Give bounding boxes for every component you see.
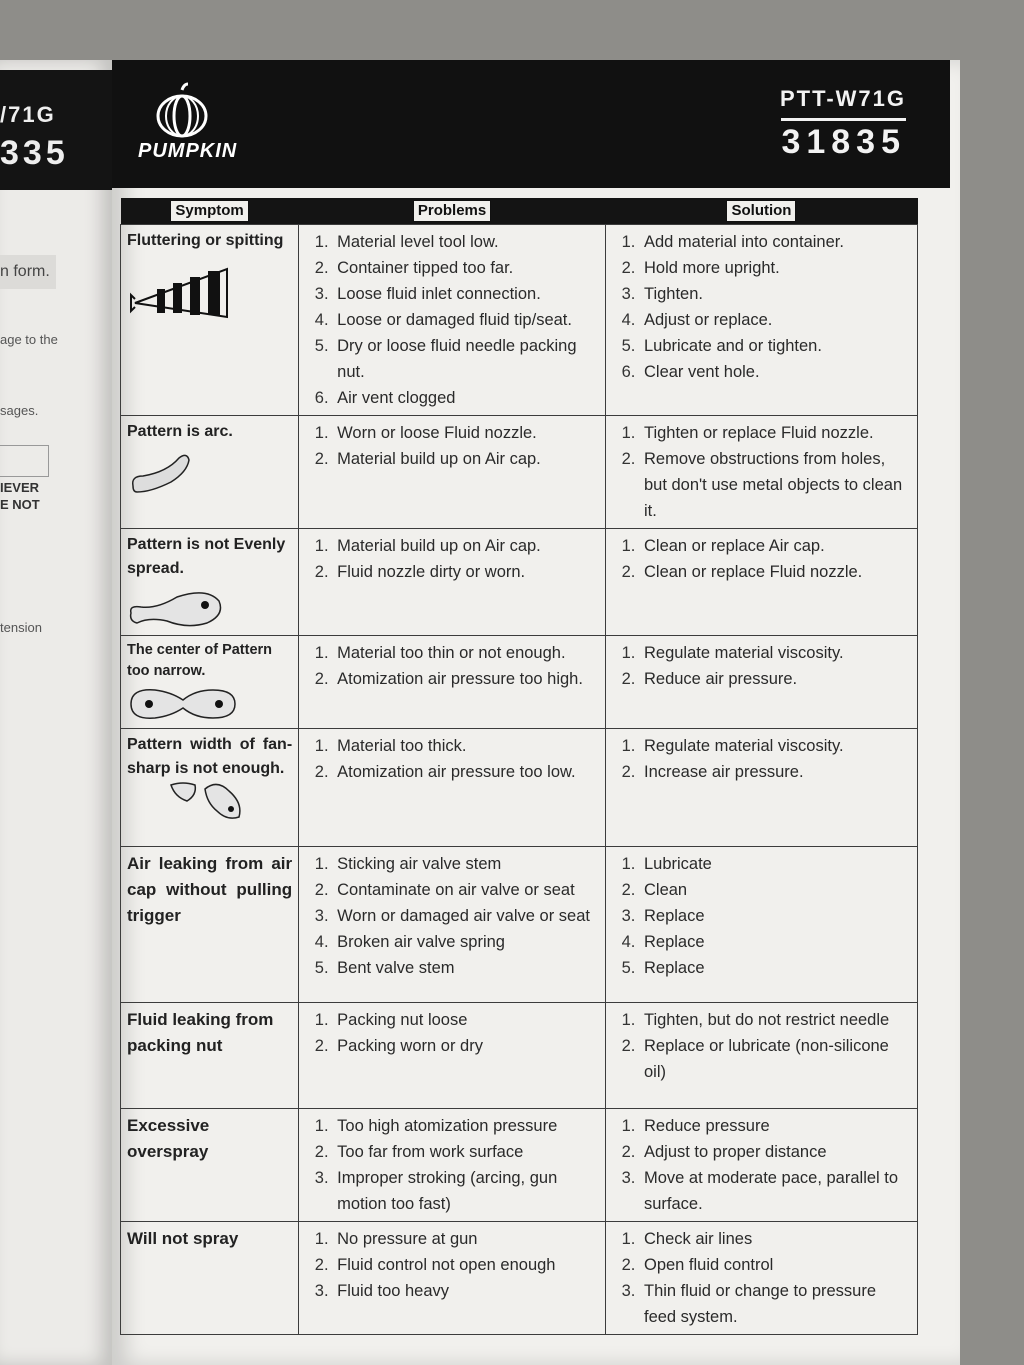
problem-item: 2. Contaminate on air valve or seat [333,877,599,903]
problems-cell [299,847,606,1003]
problem-item: 1. Material level tool low. [333,229,599,255]
problems-cell [299,416,606,529]
left-text-not: E NOT [0,497,40,512]
symptom-text: Will not spray [127,1229,239,1248]
solution-item: 2. Clean [640,877,911,903]
symptom-text: Pattern is arc. [127,423,233,440]
table-row [121,1109,918,1222]
arc-pattern-icon [127,450,197,494]
narrow-center-pattern-icon [127,684,239,724]
symptom-text: The center of Pattern too narrow. [127,642,273,679]
left-page [0,60,112,1365]
problems-header [299,198,606,225]
left-text-sages: sages. [0,403,39,418]
solutions-cell [605,416,917,529]
solutions-cell [605,847,917,1003]
symptom-text: Pattern is not Evenly spread. [127,536,286,577]
solution-item: 3. Replace [640,903,911,929]
symptom-cell [121,225,299,416]
problem-item: 1. Packing nut loose [333,1007,599,1033]
problems-cell [299,1222,606,1335]
table-row [121,1003,918,1109]
solution-item: 3. Thin fluid or change to pressure feed system. [640,1278,911,1330]
table-row [121,729,918,847]
problem-item: 3. Improper stroking (arcing, gun motion too fast) [333,1165,599,1217]
symptom-header-label: Symptom [170,200,248,222]
table-row [121,1222,918,1335]
problem-item: 2. Fluid control not open enough [333,1252,599,1278]
uneven-pattern-icon [127,587,227,631]
solution-item: 2. Increase air pressure. [640,759,911,785]
symptom-text: Pattern width of fan-sharp is not enough. [127,736,293,777]
solution-item: 1. Reduce pressure [640,1113,911,1139]
problem-item: 3. Loose fluid inlet connection. [333,281,599,307]
table-row [121,847,918,1003]
brand-name: PUMPKIN [138,140,238,162]
solution-item: 2. Clean or replace Fluid nozzle. [640,559,911,585]
problem-item: 2. Too far from work surface [333,1139,599,1165]
problems-cell [299,636,606,729]
solution-item: 2. Remove obstructions from holes, but don't use metal objects to clean it. [640,446,911,524]
left-box [0,445,49,477]
problem-item: 5. Dry or loose fluid needle packing nut. [333,333,599,385]
solution-item: 2. Replace or lubricate (non-silicone oil) [640,1033,911,1085]
problem-item: 1. Material too thick. [333,733,599,759]
product-code: 31835 [781,118,906,162]
symptom-cell [121,1109,299,1222]
pumpkin-logo-icon [152,82,212,142]
model-number: PTT-W71G [779,86,906,111]
table-row [121,636,918,729]
symptom-cell [121,729,299,847]
troubleshooting-table [120,198,918,1335]
solutions-cell [605,636,917,729]
problems-cell [299,529,606,636]
solution-item: 5. Replace [640,955,911,981]
solution-item: 1. Add material into container. [640,229,911,255]
solution-header-label: Solution [726,200,796,222]
symptom-cell [121,847,299,1003]
solution-item: 1. Tighten or replace Fluid nozzle. [640,420,911,446]
solution-item: 3. Move at moderate pace, parallel to surface. [640,1165,911,1217]
problem-item: 4. Loose or damaged fluid tip/seat. [333,307,599,333]
symptom-cell [121,1003,299,1109]
problem-item: 3. Worn or damaged air valve or seat [333,903,599,929]
table-row [121,225,918,416]
solution-header [605,198,917,225]
table-row [121,416,918,529]
left-text-age: age to the [0,332,58,347]
symptom-text: Fluid leaking from packing nut [127,1010,274,1055]
symptom-cell [121,1222,299,1335]
problem-item: 1. Material build up on Air cap. [333,533,599,559]
solutions-cell [605,1003,917,1109]
problem-item: 4. Broken air valve spring [333,929,599,955]
solution-item: 1. Lubricate [640,851,911,877]
manual-page [112,60,960,1365]
problem-item: 2. Atomization air pressure too high. [333,666,599,692]
solution-item: 6. Clear vent hole. [640,359,911,385]
left-code-fragment: 335 [0,134,69,172]
flutter-spray-icon [127,259,237,319]
symptom-text: Air leaking from air cap without pulling trigger [127,854,293,925]
solution-item: 2. Open fluid control [640,1252,911,1278]
symptom-cell [121,416,299,529]
problem-item: 5. Bent valve stem [333,955,599,981]
solution-item: 1. Check air lines [640,1226,911,1252]
solution-item: 1. Regulate material viscosity. [640,733,911,759]
problem-item: 2. Material build up on Air cap. [333,446,599,472]
solutions-cell [605,729,917,847]
problem-item: 1. No pressure at gun [333,1226,599,1252]
solution-item: 1. Tighten, but do not restrict needle [640,1007,911,1033]
problem-item: 1. Material too thin or not enough. [333,640,599,666]
solutions-cell [605,529,917,636]
solution-item: 1. Regulate material viscosity. [640,640,911,666]
solutions-cell [605,225,917,416]
problem-item: 2. Atomization air pressure too low. [333,759,599,785]
solution-item: 2. Adjust to proper distance [640,1139,911,1165]
left-model-fragment: /71G [0,102,56,127]
table-row [121,529,918,636]
left-text-form: n form. [0,255,56,289]
symptom-text: Fluttering or spitting [127,232,284,249]
symptom-cell [121,529,299,636]
symptom-header [121,198,299,225]
solutions-cell [605,1109,917,1222]
problems-cell [299,1003,606,1109]
page-header [112,60,950,188]
problem-item: 1. Worn or loose Fluid nozzle. [333,420,599,446]
problems-cell [299,225,606,416]
problem-item: 2. Fluid nozzle dirty or worn. [333,559,599,585]
solution-item: 1. Clean or replace Air cap. [640,533,911,559]
problems-header-label: Problems [413,200,491,222]
narrow-fan-pattern-icon [167,779,287,823]
table-header-row [121,198,918,225]
solution-item: 4. Replace [640,929,911,955]
problems-cell [299,729,606,847]
symptom-cell [121,636,299,729]
problems-cell [299,1109,606,1222]
symptom-text: Excessive overspray [127,1116,210,1161]
problem-item: 2. Container tipped too far. [333,255,599,281]
solution-item: 2. Hold more upright. [640,255,911,281]
problem-item: 3. Fluid too heavy [333,1278,599,1304]
left-text-never: IEVER [0,480,40,495]
problem-item: 6. Air vent clogged [333,385,599,411]
problem-item: 1. Sticking air valve stem [333,851,599,877]
solution-item: 2. Reduce air pressure. [640,666,911,692]
problem-item: 2. Packing worn or dry [333,1033,599,1059]
solution-item: 4. Adjust or replace. [640,307,911,333]
left-header-band [0,70,112,190]
solutions-cell [605,1222,917,1335]
problem-item: 1. Too high atomization pressure [333,1113,599,1139]
solution-item: 5. Lubricate and or tighten. [640,333,911,359]
left-text-tension: tension [0,620,42,635]
solution-item: 3. Tighten. [640,281,911,307]
